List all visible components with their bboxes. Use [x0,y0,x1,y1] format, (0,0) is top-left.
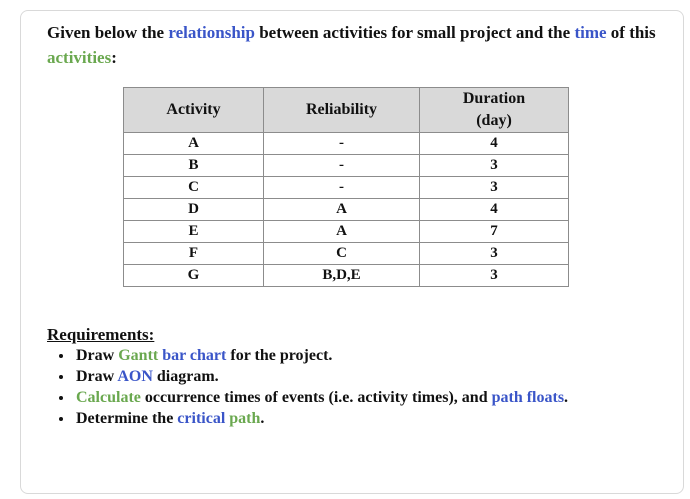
keyword-activities: activities [47,48,112,67]
cell-activity: B [124,155,264,177]
intro-text: between activities for small project and the [254,23,575,42]
table-row [124,199,569,221]
keyword-floats: floats [526,389,565,406]
cell-activity: E [124,221,264,243]
cell-reliability: B,D,E [264,265,420,287]
req-text: . [260,410,265,427]
keyword-path: path [491,389,523,406]
keyword-gantt: Gantt [118,347,159,364]
table-row [124,155,569,177]
requirements-list [47,345,637,429]
intro-text: : [111,48,117,67]
table-header-row [124,88,569,133]
intro-paragraph [47,20,657,70]
cell-activity: G [124,265,264,287]
requirement-item [74,366,637,387]
cell-duration: 3 [420,155,569,177]
requirement-item [74,345,637,366]
keyword-bar-chart: bar chart [162,347,227,364]
table-row [124,243,569,265]
keyword-relationship: relationship [168,23,255,42]
req-text: diagram. [152,368,219,385]
keyword-aon: AON [117,368,153,385]
table-row [124,177,569,199]
header-duration [420,88,569,133]
cell-reliability: - [264,177,420,199]
header-duration-line2: (day) [476,112,512,129]
req-text: . [564,389,569,406]
cell-reliability: - [264,133,420,155]
req-text: Draw [76,347,119,364]
keyword-calculate: Calculate [76,389,141,406]
cell-duration: 3 [420,265,569,287]
cell-duration: 7 [420,221,569,243]
header-reliability: Reliability [264,88,420,133]
req-text: Determine the [76,410,178,427]
header-activity: Activity [124,88,264,133]
activity-table [123,87,569,287]
intro-text: Given below the [47,23,169,42]
table-row [124,221,569,243]
cell-duration: 3 [420,177,569,199]
requirement-item [74,387,637,408]
cell-activity: D [124,199,264,221]
req-text: Draw [76,368,118,385]
keyword-critical: critical [177,410,226,427]
req-text: for the project. [226,347,333,364]
cell-activity: F [124,243,264,265]
table-row [124,265,569,287]
cell-duration: 4 [420,133,569,155]
cell-reliability: C [264,243,420,265]
cell-activity: A [124,133,264,155]
keyword-time: time [574,23,607,42]
cell-activity: C [124,177,264,199]
requirement-item [74,408,637,429]
intro-text: of this [606,23,656,42]
requirements-section [47,324,637,429]
table-row [124,133,569,155]
cell-reliability: A [264,221,420,243]
req-text: occurrence times of events (i.e. activity times), and [140,389,492,406]
cell-reliability: - [264,155,420,177]
keyword-path: path [229,410,261,427]
header-duration-line1: Duration [462,90,526,107]
cell-reliability: A [264,199,420,221]
cell-duration: 4 [420,199,569,221]
cell-duration: 3 [420,243,569,265]
requirements-title: Requirements: [47,325,155,344]
